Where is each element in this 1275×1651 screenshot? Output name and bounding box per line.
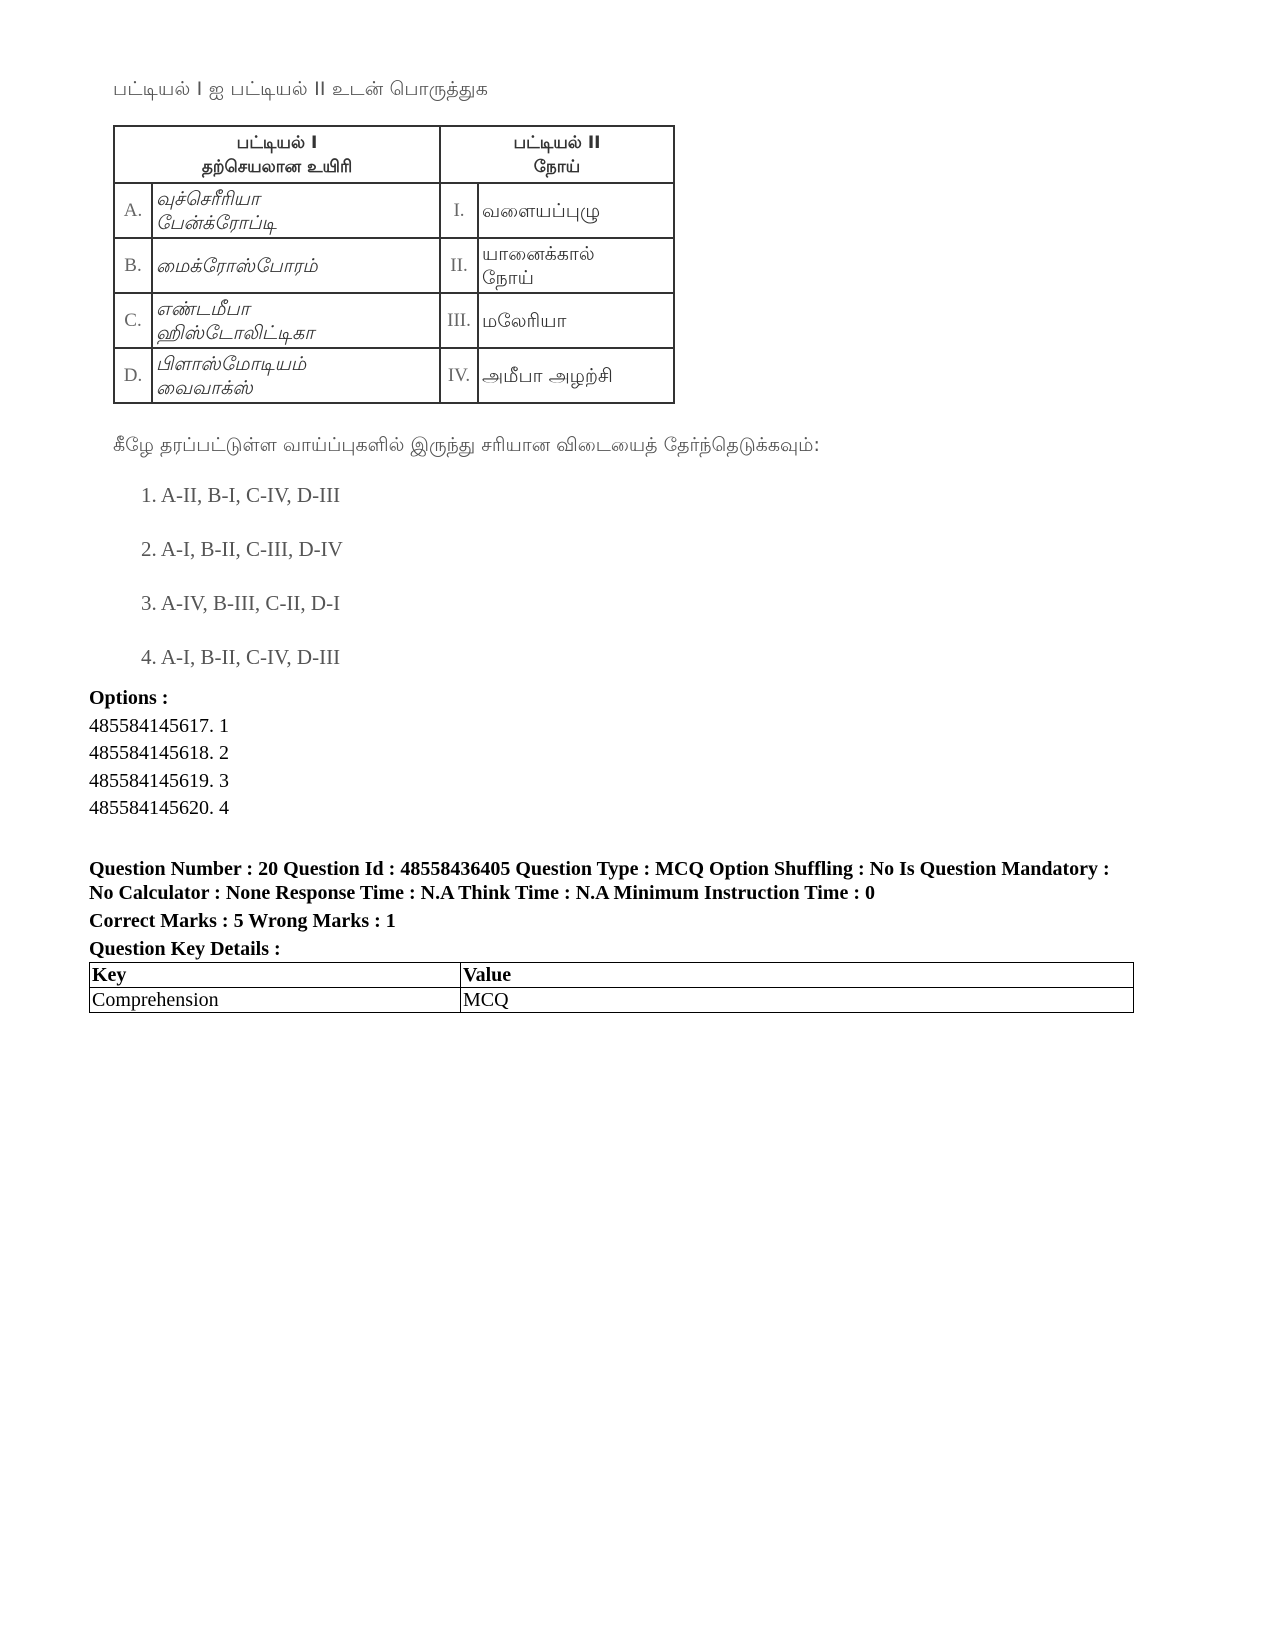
marks-line: Correct Marks : 5 Wrong Marks : 1 — [89, 910, 396, 932]
row-letter: A. — [114, 183, 152, 238]
answer-choices — [141, 481, 1033, 697]
disease-cell: மலேரியா — [478, 293, 674, 348]
key-details-heading: Question Key Details : — [89, 938, 281, 960]
list-item: 3. A-IV, B-III, C-II, D-I — [141, 591, 341, 615]
options-heading: Options : — [89, 687, 169, 709]
table-row — [114, 183, 674, 238]
list-2-header: பட்டியல் II நோய் — [440, 126, 674, 183]
table-row — [114, 293, 674, 348]
row-letter: C. — [114, 293, 152, 348]
disease-cell: யானைக்கால் நோய் — [478, 238, 674, 293]
table-row — [90, 988, 1134, 1013]
option-line: 485584145619. 3 — [89, 769, 229, 792]
organism-cell: எண்டமீபா ஹிஸ்டோலிட்டிகா — [152, 293, 440, 348]
organism-cell: பிளாஸ்மோடியம் வைவாக்ஸ் — [152, 348, 440, 403]
value-header: Value — [461, 963, 1134, 988]
list-item: 1. A-II, B-I, C-IV, D-III — [141, 483, 341, 507]
question-image — [113, 78, 1033, 697]
key-cell: Comprehension — [90, 988, 461, 1013]
row-roman: IV. — [440, 348, 478, 403]
row-roman: III. — [440, 293, 478, 348]
table-row — [114, 348, 674, 403]
option-line: 485584145620. 4 — [89, 797, 229, 819]
question-meta-line-1: Question Number : 20 Question Id : 48558436405 Question Type : MCQ Option Shuffling : No Is Question Mandatory : — [89, 858, 1110, 880]
match-table — [113, 125, 675, 404]
row-roman: II. — [440, 238, 478, 293]
question-instruction: கீழே தரப்பட்டுள்ள வாய்ப்புகளில் இருந்து சரியான விடையைத் தேர்ந்தெடுக்கவும்: — [113, 434, 820, 456]
question-meta-line-2: No Calculator : None Response Time : N.A Think Time : N.A Minimum Instruction Time : 0 — [89, 882, 875, 904]
key-table — [89, 962, 1134, 1013]
row-letter: B. — [114, 238, 152, 293]
list-1-header: பட்டியல் I தற்செயலான உயிரி — [114, 126, 440, 183]
row-letter: D. — [114, 348, 152, 403]
table-row — [114, 238, 674, 293]
list-item: 4. A-I, B-II, C-IV, D-III — [141, 645, 341, 669]
option-line: 485584145617. 1 — [89, 714, 229, 737]
question-meta — [89, 857, 1139, 961]
key-header: Key — [90, 963, 461, 988]
value-cell: MCQ — [461, 988, 1134, 1013]
list-item: 2. A-I, B-II, C-III, D-IV — [141, 537, 343, 561]
disease-cell: வளையப்புழு — [478, 183, 674, 238]
organism-cell: வுச்செரீரியா பேன்க்ரோப்டி — [152, 183, 440, 238]
disease-cell: அமீபா அழற்சி — [478, 348, 674, 403]
organism-cell: மைக்ரோஸ்போரம் — [152, 238, 440, 293]
match-table-header — [114, 126, 674, 183]
question-title: பட்டியல் I ஐ பட்டியல் II உடன் பொருத்துக — [113, 78, 489, 100]
row-roman: I. — [440, 183, 478, 238]
option-line: 485584145618. 2 — [89, 742, 229, 764]
key-table-header — [90, 963, 1134, 988]
options-block — [89, 685, 1139, 823]
